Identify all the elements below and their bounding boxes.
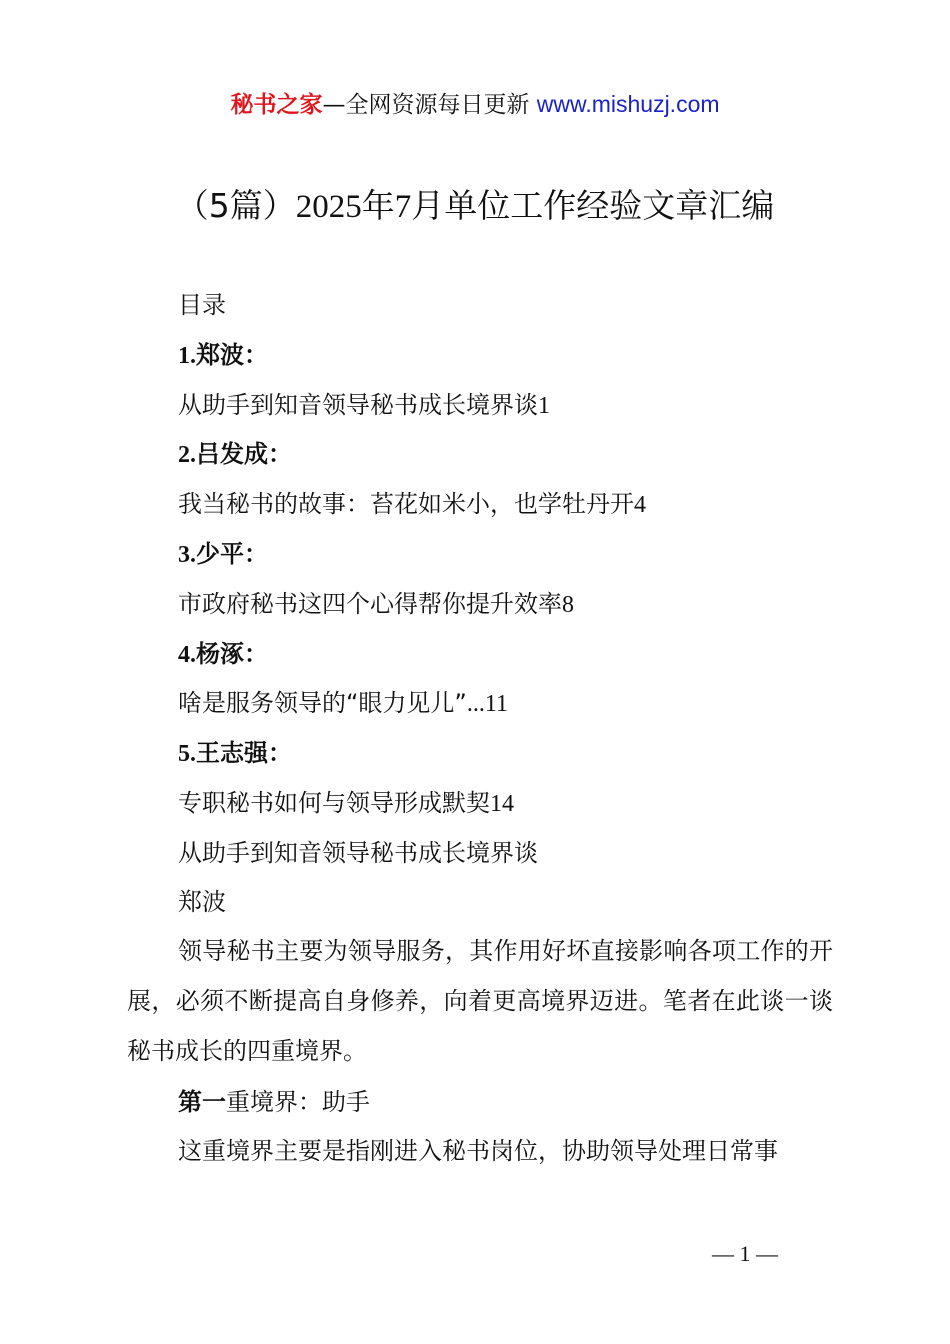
- toc-author-colon: ：: [244, 640, 268, 668]
- toc-entry-title: 专职秘书如何与领导形成默契: [178, 789, 490, 817]
- toc-entry-title: 啥是服务领导的“眼力见儿”: [178, 689, 467, 717]
- section-heading: [178, 1085, 370, 1119]
- toc-author-2[interactable]: [178, 437, 292, 472]
- toc-entry-4[interactable]: [178, 686, 508, 721]
- toc-author-name: 王志强: [196, 739, 268, 767]
- toc-entry-3[interactable]: [178, 587, 574, 622]
- site-url-link[interactable]: www.mishuzj.com: [536, 91, 720, 117]
- section-text: 这重境界主要是指刚进入秘书岗位，协助领导处理日常事: [178, 1137, 778, 1165]
- title-year: 2025: [295, 189, 362, 225]
- toc-entry-5[interactable]: [178, 786, 514, 821]
- toc-entry-page: 4: [634, 492, 646, 518]
- toc-author-number: 4.: [178, 642, 196, 668]
- toc-author-name: 杨涿: [196, 640, 244, 668]
- toc-author-colon: ：: [244, 341, 268, 369]
- site-header: [0, 86, 950, 123]
- article-author: 郑波: [178, 888, 226, 916]
- toc-heading: 目录: [178, 291, 226, 319]
- document-title: [0, 182, 950, 231]
- section-heading-bold: 第一: [178, 1088, 226, 1116]
- title-prefix: （5篇）: [175, 186, 296, 225]
- toc-author-colon: ：: [268, 739, 292, 767]
- toc-author-name: 少平: [196, 540, 244, 568]
- toc-entry-title: 我当秘书的故事：苔花如米小，也学牡丹开: [178, 490, 634, 518]
- toc-author-name: 吕发成: [196, 440, 268, 468]
- toc-entry-page: 8: [562, 592, 574, 618]
- header-tagline: —全网资源每日更新: [322, 92, 537, 118]
- toc-author-number: 3.: [178, 542, 196, 568]
- brand-name: 秘书之家: [230, 92, 323, 118]
- toc-entry-title: 从助手到知音领导秘书成长境界谈: [178, 391, 538, 419]
- title-rest: 月单位工作经验文章汇编: [411, 186, 775, 225]
- title-year-char: 年: [361, 186, 395, 225]
- toc-entry-1[interactable]: [178, 388, 550, 423]
- toc-author-5[interactable]: [178, 736, 292, 771]
- toc-author-number: 5.: [178, 741, 196, 767]
- toc-author-1[interactable]: [178, 338, 268, 373]
- toc-entry-page: ...11: [466, 691, 508, 717]
- toc-entry-page: 14: [490, 791, 514, 817]
- article-title: 从助手到知音领导秘书成长境界谈: [178, 839, 538, 867]
- toc-author-name: 郑波: [196, 341, 244, 369]
- toc-author-number: 2.: [178, 442, 196, 468]
- article-intro-paragraph: 领导秘书主要为领导服务，其作用好坏直接影响各项工作的开展，必须不断提高自身修养，向着更高境界迈进。笔者在此谈一谈秘书成长的四重境界。: [127, 937, 833, 1065]
- title-month: 7: [394, 189, 412, 225]
- toc-entry-title: 市政府秘书这四个心得帮你提升效率: [178, 590, 562, 618]
- toc-author-3[interactable]: [178, 537, 268, 572]
- page-number: — 1 —: [712, 1241, 778, 1266]
- section-heading-rest: 重境界：助手: [226, 1088, 370, 1116]
- toc-entry-2[interactable]: [178, 487, 646, 522]
- toc-author-colon: ：: [268, 440, 292, 468]
- toc-author-4[interactable]: [178, 637, 268, 672]
- toc-author-colon: ：: [244, 540, 268, 568]
- toc-author-number: 1.: [178, 343, 196, 369]
- toc-entry-page: 1: [538, 393, 550, 419]
